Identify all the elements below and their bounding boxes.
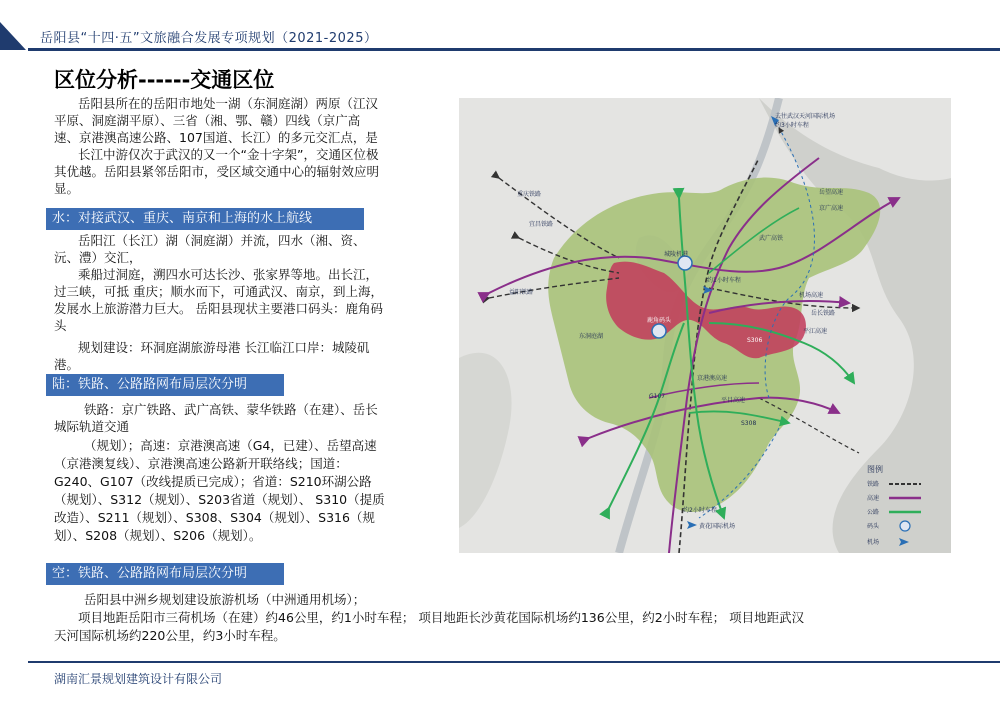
label-guangzhou-rail: 武广高铁: [759, 235, 784, 242]
water-line: 规划建设：环洞庭湖旅游母港 长江临江口岸：城陵矶: [78, 340, 370, 355]
water-line: 头: [54, 318, 67, 333]
land-line: 改造）、S211（规划）、S308、S304（规划）、S316（规: [54, 510, 375, 525]
header-corner-mark: [0, 0, 40, 52]
water-line: 港。: [54, 357, 80, 372]
intro-line: 长江中游仅次于武汉的又一个“金十字架”，交通区位极: [78, 147, 379, 162]
label-changsha-airport: 黄花国际机场: [699, 523, 736, 530]
section-heading-water: 水：对接武汉、重庆、南京和上海的水上航线: [46, 208, 364, 230]
transport-map: [459, 98, 951, 553]
label-jingguang: 京广高速: [819, 205, 844, 212]
intro-line: 其优越。岳阳县紧邻岳阳市，受区域交通中心的辐射效应明: [54, 164, 380, 179]
legend-label-airport: 机场: [867, 539, 880, 546]
legend-label-highway: 高速: [867, 495, 880, 502]
water-line: 乘船过洞庭，溯四水可达长沙、张家界等地。出长江，: [78, 267, 379, 282]
air-line: 岳阳县中洲乡规划建设旅游机场（中洲通用机场）；: [84, 592, 366, 607]
label-wuhan-airport: 去往武汉天河国际机场: [775, 113, 836, 120]
label-lujiao: 鹿角码头: [647, 317, 672, 324]
land-line: 城际轨道交通: [54, 419, 130, 434]
port-icon: [652, 324, 666, 338]
legend-label-road: 公路: [867, 509, 880, 516]
label-yichang: 宜昌铁路: [529, 221, 554, 228]
intro-line: 岳阳县所在的岳阳市地处一湖（东洞庭湖）两原（江汉: [78, 96, 379, 111]
header-divider: [28, 48, 1000, 51]
label-yueyang-time: 约1小时车程: [707, 277, 741, 284]
legend-port-icon: [900, 521, 910, 531]
water-line: 沅、澧）交汇，: [54, 250, 142, 265]
water-line: 岳阳江（长江）湖（洞庭湖）并流，四水（湘、资、: [78, 233, 366, 248]
label-changsha-time: 约2小时车程: [683, 507, 717, 514]
label-s308: S308: [741, 420, 757, 427]
label-airport-expressway: 机场高速: [799, 292, 824, 299]
page-title: 区位分析------交通区位: [54, 68, 275, 92]
land-line: G240、G107（改线提质已完成）；省道：S210环湖公路: [54, 474, 372, 489]
label-pingjiang: 平江高速: [803, 328, 828, 335]
section-heading-air: 空：铁路、公路路网布局层次分明: [46, 563, 284, 585]
water-line: 过三峡，可抵 重庆；顺水而下，可通武汉、南京，到上海，: [54, 284, 383, 299]
label-dongting: 东洞庭湖: [579, 333, 604, 340]
land-line: （京港澳复线）、京港澳高速公路新开联络线；国道：: [54, 456, 348, 471]
land-line: （规划）；高速：京港澳高速（G4，已建）、岳望高速: [84, 438, 377, 453]
land-line: （规划）、S312（规划）、S203省道（规划）、 S310（提质: [54, 492, 385, 507]
port-icon: [678, 256, 692, 270]
land-line: 铁路：京广铁路、武广高铁、蒙华铁路（在建）、岳长: [84, 402, 378, 417]
intro-line: 显。: [54, 181, 80, 196]
label-chongqing: 重庆铁路: [517, 191, 542, 198]
land-line: 划）、S208（规划）、S206（规划）。: [54, 528, 262, 543]
label-chenglingji: 城陵机港: [664, 251, 689, 258]
document-title: 岳阳县“十四·五”文旅融合发展专项规划（2021-2025）: [40, 31, 378, 46]
legend-label-rail: 铁路: [867, 481, 880, 488]
label-pingmu: 平目高速: [721, 397, 746, 404]
transport-map-canvas: [459, 98, 951, 553]
label-g107: G107: [649, 393, 666, 400]
intro-line: 平原、洞庭湖平原）、三省（湘、鄂、赣）四线（京广高: [54, 113, 361, 128]
legend-title: 图例: [867, 465, 883, 474]
label-yiyang: 益阳铁路: [509, 289, 534, 296]
label-yuechang-rail: 岳长铁路: [811, 310, 836, 317]
air-line: 天河国际机场约220公里，约3小时车程。: [54, 628, 286, 643]
footer-company: 湖南汇景规划建筑设计有限公司: [54, 672, 223, 686]
air-line: 项目地距岳阳市三荷机场（在建）约46公里，约1小时车程； 项目地距长沙黄花国际机场约136公里，约2小时车程； 项目地距武汉: [78, 610, 805, 625]
label-yuelong: 岳望高速: [819, 189, 844, 196]
water-line: 发展水上旅游潜力巨大。 岳阳县现状主要港口码头：鹿角码: [54, 301, 383, 316]
footer-divider: [28, 661, 1000, 663]
section-heading-land: 陆：铁路、公路路网布局层次分明: [46, 374, 284, 396]
legend-label-port: 码头: [867, 523, 880, 530]
label-s306: S306: [747, 337, 763, 344]
label-wuhan-time: 约3小时车程: [775, 122, 809, 129]
intro-line: 速、京港澳高速公路、107国道、长江）的多元交汇点，是: [54, 130, 378, 145]
label-jinggangao: 京港澳高速: [697, 375, 728, 382]
